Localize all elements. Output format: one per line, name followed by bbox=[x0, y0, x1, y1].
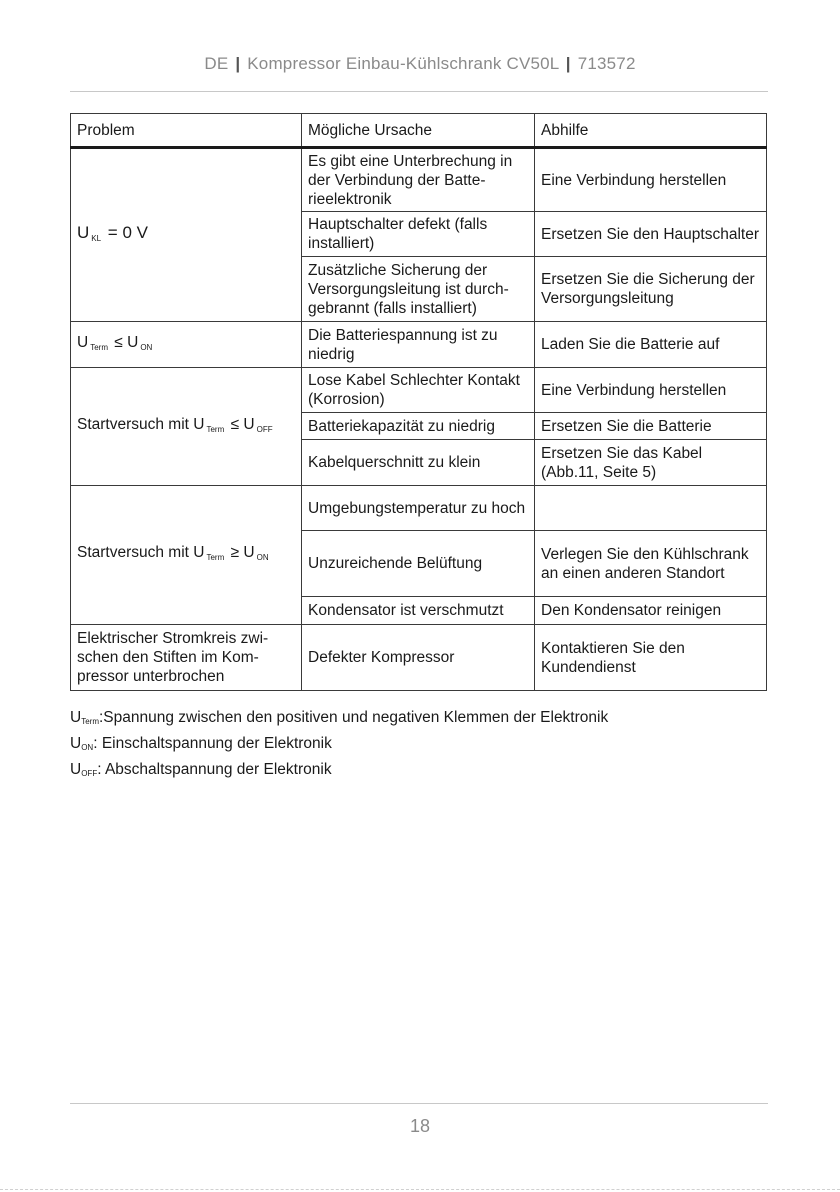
remedy-cell: Verlegen Sie den Kühlschrank an einen anderen Standort bbox=[535, 531, 767, 597]
header-title: Kompressor Einbau-Kühlschrank CV50L bbox=[247, 54, 559, 73]
table-row bbox=[71, 625, 767, 691]
problem-cell: Startversuch mit U $_{Term}$ ≤ U $_{OFF}$ bbox=[71, 368, 302, 486]
table-row bbox=[71, 322, 767, 368]
troubleshooting-table bbox=[70, 113, 767, 691]
table-row bbox=[71, 148, 767, 212]
column-header-problem: Problem bbox=[71, 114, 302, 148]
cause-cell: Kondensator ist verschmutzt bbox=[302, 597, 535, 625]
problem-cell: U $_{Term}$ ≤ U $_{ON}$ bbox=[71, 322, 302, 368]
column-header-cause: Mögliche Ursache bbox=[302, 114, 535, 148]
problem-cell: Elektrischer Stromkreis zwischen den Stiften im Kompressor unterbrochen bbox=[71, 625, 302, 691]
footnote: $U_{ON}$: Einschaltspannung der Elektronik bbox=[70, 735, 332, 752]
table-row bbox=[71, 368, 767, 413]
header-rule bbox=[70, 91, 768, 92]
footnotes bbox=[70, 707, 608, 785]
remedy-cell: Ersetzen Sie den Hauptschalter bbox=[535, 212, 767, 257]
header-language: DE bbox=[204, 54, 229, 73]
problem-cell: U $_{KL}$ = 0 V bbox=[71, 148, 302, 322]
cause-cell: Unzureichende Belüftung bbox=[302, 531, 535, 597]
running-header bbox=[0, 54, 840, 74]
cause-cell: Zusätzliche Sicherung der Versorgungsleitung ist durchgebrannt (falls installiert) bbox=[302, 257, 535, 322]
remedy-cell bbox=[535, 486, 767, 531]
footnote: $U_{Term}:Spannung$ zwischen den positiven und negativen Klemmen der Elektronik bbox=[70, 709, 609, 726]
cause-cell: Defekter Kompressor bbox=[302, 625, 535, 691]
remedy-cell: Eine Verbindung herstellen bbox=[535, 368, 767, 413]
cause-cell: Kabelquerschnitt zu klein bbox=[302, 440, 535, 486]
page-number: 18 bbox=[409, 1116, 431, 1136]
cause-cell: Batteriekapazität zu niedrig bbox=[302, 413, 535, 440]
page-edge-divider bbox=[0, 1189, 840, 1190]
cause-cell: Hauptschalter defekt (falls installiert) bbox=[302, 212, 535, 257]
remedy-cell: Ersetzen Sie das Kabel (Abb.11, Seite 5) bbox=[535, 440, 767, 486]
header-separator: | bbox=[235, 54, 241, 73]
remedy-cell: Laden Sie die Batterie auf bbox=[535, 322, 767, 368]
footer-rule bbox=[70, 1103, 768, 1104]
remedy-cell: Kontaktieren Sie den Kundendienst bbox=[535, 625, 767, 691]
cause-cell: Die Batteriespannung ist zu niedrig bbox=[302, 322, 535, 368]
header-separator: | bbox=[565, 54, 571, 73]
footnote: $U_{OFF}$: Abschaltspannung der Elektronik bbox=[70, 761, 332, 778]
remedy-cell: Eine Verbindung herstellen bbox=[535, 148, 767, 212]
cause-cell: Lose Kabel Schlechter Kontakt (Korrosion) bbox=[302, 368, 535, 413]
header-article-number: 713572 bbox=[577, 54, 636, 73]
remedy-cell: Ersetzen Sie die Sicherung der Versorgungsleitung bbox=[535, 257, 767, 322]
remedy-cell: Den Kondensator reinigen bbox=[535, 597, 767, 625]
table-row bbox=[71, 486, 767, 531]
remedy-cell: Ersetzen Sie die Batterie bbox=[535, 413, 767, 440]
cause-cell: Es gibt eine Unterbrechung in der Verbindung der Batterieelektronik bbox=[302, 148, 535, 212]
problem-cell: Startversuch mit U $_{Term}$ ≥ U $_{ON}$ bbox=[71, 486, 302, 625]
cause-cell: Umgebungstemperatur zu hoch bbox=[302, 486, 535, 531]
column-header-remedy: Abhilfe bbox=[535, 114, 767, 148]
table-header-row bbox=[71, 114, 767, 148]
